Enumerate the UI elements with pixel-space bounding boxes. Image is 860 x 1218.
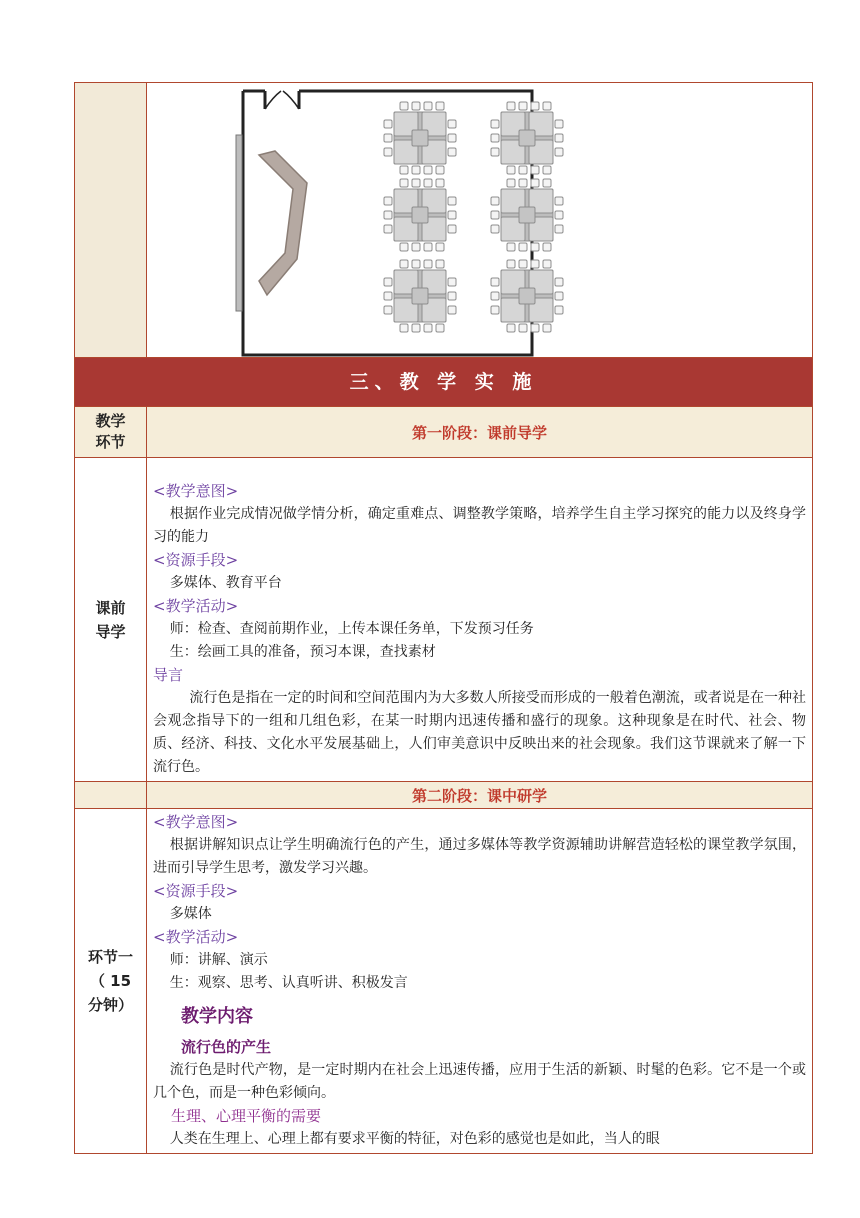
chair <box>519 260 527 268</box>
chair <box>531 324 539 332</box>
chair <box>384 225 392 233</box>
chair <box>412 243 420 251</box>
phase-column-label-text: 教学 环节 <box>95 412 126 451</box>
balance-text: 人类在生理上、心理上都有要求平衡的特征，对色彩的感觉也是如此，当人的眼 <box>169 1131 660 1147</box>
chair <box>531 243 539 251</box>
chair <box>491 134 499 142</box>
chair <box>491 211 499 219</box>
chair <box>384 211 392 219</box>
chair <box>436 243 444 251</box>
chair <box>555 148 563 156</box>
chair <box>424 324 432 332</box>
chair <box>531 166 539 174</box>
chair <box>424 166 432 174</box>
chair <box>507 166 515 174</box>
chair <box>400 179 408 187</box>
chair <box>448 120 456 128</box>
chair <box>531 102 539 110</box>
chair <box>555 197 563 205</box>
intro-text: 流行色是指在一定的时间和空间范围内为大多数人所接受而形成的一般着色潮流，或者说是在一种社会观念指导下的一组和几组色彩，在某一时期内迅速传播和盛行的现象。这种现象是在时代、社会、物质、经济、科技、文化水平发展基础上，人们审美意识中反映出来的社会现象。我们这节课就来了解一下流行色。 <box>153 690 806 775</box>
chair <box>491 197 499 205</box>
chair <box>543 179 551 187</box>
chair <box>555 120 563 128</box>
section-heading: 三、教 学 实 施 <box>75 358 813 407</box>
chair <box>555 134 563 142</box>
chair <box>448 134 456 142</box>
chair <box>384 278 392 286</box>
row1-content <box>147 458 813 782</box>
chair <box>491 306 499 314</box>
chair <box>491 120 499 128</box>
row2-label-line3: 分钟） <box>87 996 133 1014</box>
resource-tag: <资源手段> <box>153 551 239 569</box>
chair <box>555 306 563 314</box>
chair <box>412 166 420 174</box>
blackboard <box>236 135 242 311</box>
chair <box>436 324 444 332</box>
activity-tag: <教学活动> <box>153 597 239 615</box>
chair <box>436 179 444 187</box>
chair <box>555 211 563 219</box>
chair <box>555 292 563 300</box>
chair <box>531 179 539 187</box>
chair <box>412 260 420 268</box>
chair <box>543 260 551 268</box>
student-activity-2: 生：观察、思考、认真听讲、积极发言 <box>169 975 408 991</box>
chair <box>448 211 456 219</box>
chair <box>436 166 444 174</box>
chair <box>448 197 456 205</box>
stage1-title: 第一阶段：课前导学 <box>147 407 813 458</box>
stage2-left-cell <box>75 782 147 809</box>
chair <box>400 324 408 332</box>
chair <box>400 260 408 268</box>
desk-center <box>412 130 428 146</box>
resource-tag-2: <资源手段> <box>153 882 239 900</box>
chair <box>424 260 432 268</box>
chair <box>507 260 515 268</box>
chair <box>448 306 456 314</box>
chair <box>519 179 527 187</box>
chair <box>424 179 432 187</box>
intent-tag: <教学意图> <box>153 482 239 500</box>
chair <box>412 179 420 187</box>
row2-label <box>75 809 147 1154</box>
desk-center <box>519 207 535 223</box>
chair <box>491 148 499 156</box>
intent-text: 根据作业完成情况做学情分析，确定重难点、调整教学策略，培养学生自主学习探究的能力以及终身学习的能力 <box>153 506 806 545</box>
student-activity: 生：绘画工具的准备，预习本课，查找素材 <box>169 644 436 660</box>
chair <box>424 102 432 110</box>
lesson-plan-page <box>74 82 812 1154</box>
desk-center <box>519 130 535 146</box>
intro-tag: 导言 <box>153 666 184 684</box>
row1-label <box>75 458 147 782</box>
chair <box>507 324 515 332</box>
teacher-activity-2: 师：讲解、演示 <box>169 952 268 968</box>
chair <box>519 243 527 251</box>
chair <box>519 102 527 110</box>
chair <box>531 260 539 268</box>
desk-center <box>412 288 428 304</box>
podium <box>259 151 307 295</box>
chair <box>412 324 420 332</box>
chair <box>448 148 456 156</box>
chair <box>448 292 456 300</box>
row2-content <box>147 809 813 1154</box>
chair <box>384 120 392 128</box>
chair <box>448 225 456 233</box>
row2-label-line1: 环节一 <box>87 948 133 966</box>
row1-label-text: 课前 导学 <box>95 598 126 641</box>
chair <box>519 324 527 332</box>
resource-text-2: 多媒体 <box>169 906 212 922</box>
chair <box>412 102 420 110</box>
chair <box>448 278 456 286</box>
origin-text: 流行色是时代产物，是一定时期内在社会上迅速传播，应用于生活的新颖、时髦的色彩。它不是一个或几个色，而是一种色彩倾向。 <box>153 1062 806 1101</box>
chair <box>543 102 551 110</box>
chair <box>507 179 515 187</box>
resource-text: 多媒体、教育平台 <box>169 575 282 591</box>
chair <box>507 243 515 251</box>
activity-tag-2: <教学活动> <box>153 928 239 946</box>
door-icon <box>265 91 299 109</box>
desk-center <box>519 288 535 304</box>
chair <box>400 166 408 174</box>
chair <box>491 278 499 286</box>
chair <box>543 166 551 174</box>
room-outline <box>243 91 532 355</box>
chair <box>436 102 444 110</box>
chair <box>384 148 392 156</box>
chair <box>384 306 392 314</box>
chair <box>543 324 551 332</box>
chair <box>400 102 408 110</box>
teacher-activity: 师：检查、查阅前期作业，上传本课任务单，下发预习任务 <box>169 621 534 637</box>
chair <box>384 134 392 142</box>
chair <box>384 197 392 205</box>
phase-column-label <box>75 407 147 458</box>
chair <box>424 243 432 251</box>
lesson-plan-table <box>74 82 813 1154</box>
chair <box>519 166 527 174</box>
chair <box>555 225 563 233</box>
chair <box>384 292 392 300</box>
desk-center <box>412 207 428 223</box>
row2-label-line2: （ 15 <box>89 972 132 990</box>
content-heading: 教学内容 <box>181 1006 253 1027</box>
classroom-layout-cell <box>147 83 813 358</box>
stage2-title: 第二阶段：课中研学 <box>147 782 813 809</box>
chair <box>400 243 408 251</box>
classroom-layout-diagram <box>135 83 801 357</box>
intent-text-2: 根据讲解知识点让学生明确流行色的产生，通过多媒体等教学资源辅助讲解营造轻松的课堂教学氛围，进而引导学生思考，激发学习兴趣。 <box>153 837 806 876</box>
chair <box>507 102 515 110</box>
chair <box>555 278 563 286</box>
chair <box>436 260 444 268</box>
origin-heading: 流行色的产生 <box>181 1038 272 1056</box>
intent-tag-2: <教学意图> <box>153 813 239 831</box>
balance-heading: 生理、心理平衡的需要 <box>171 1107 322 1125</box>
chair <box>543 243 551 251</box>
chair <box>491 292 499 300</box>
chair <box>491 225 499 233</box>
